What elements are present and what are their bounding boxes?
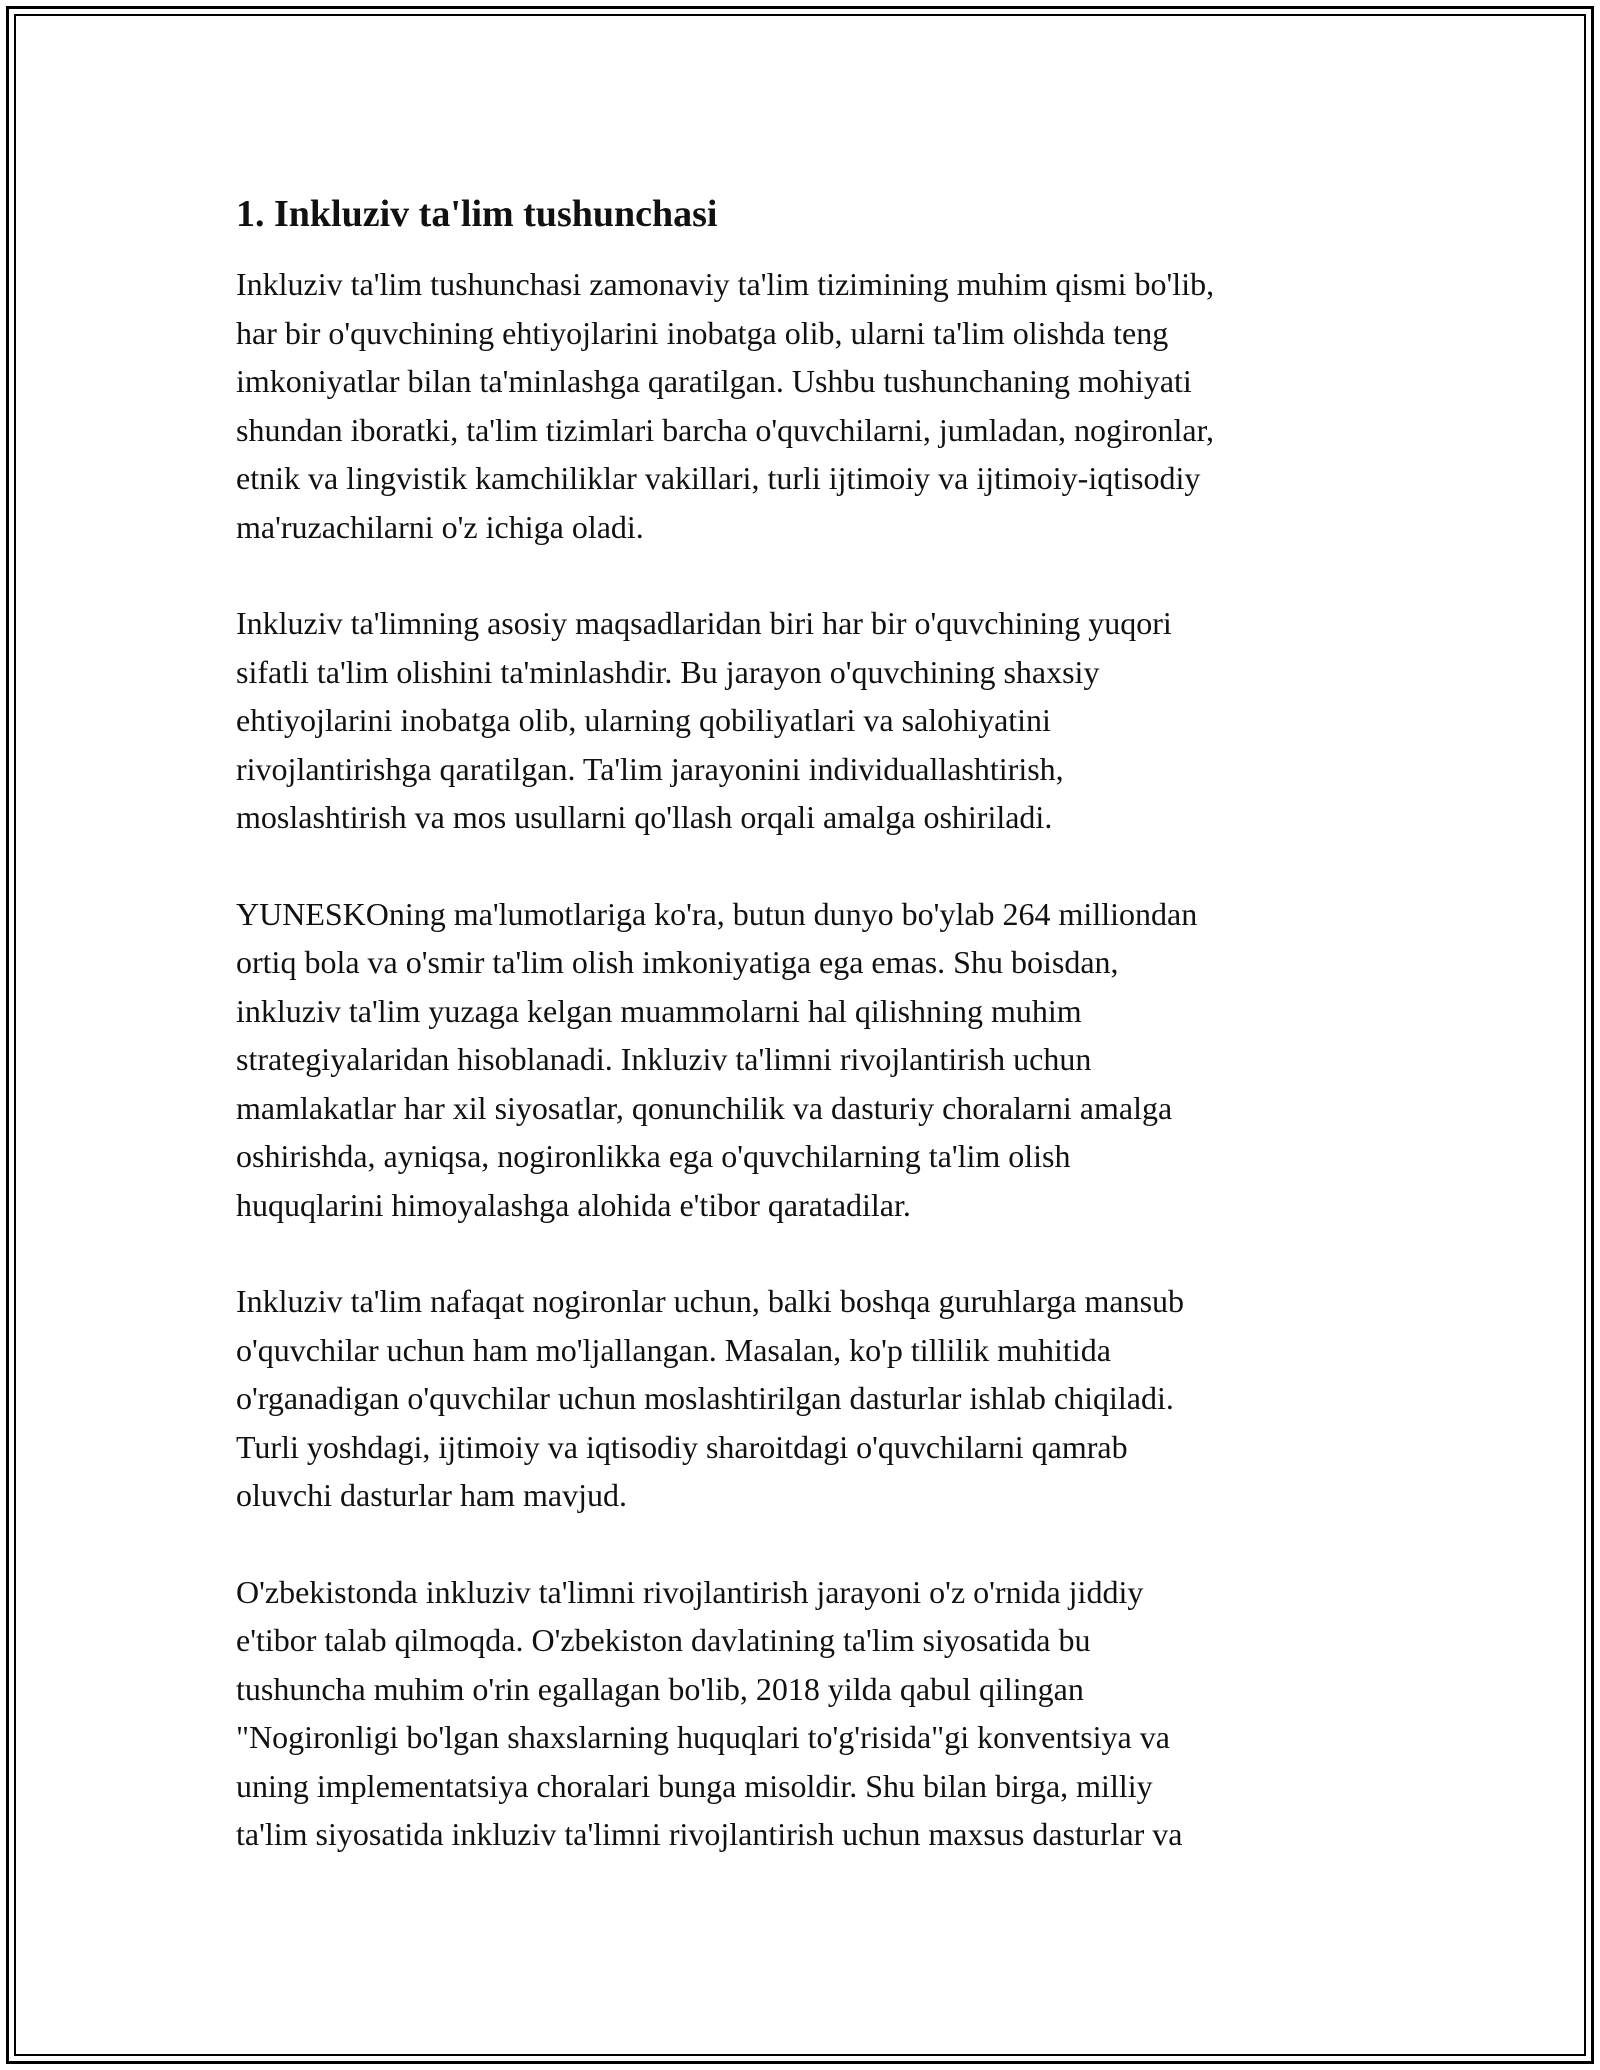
text-line: Inkluziv ta'lim nafaqat nogironlar uchun, balki boshqa guruhlarga mansub bbox=[236, 1283, 1185, 1319]
text-line: sifatli ta'lim olishini ta'minlashdir. Bu jarayon o'quvchining shaxsiy bbox=[236, 653, 1100, 690]
text-line: tushuncha muhim o'rin egallagan bo'lib, 2018 yilda qabul qilingan bbox=[236, 1670, 1084, 1707]
text-line: ta'lim siyosatida inkluziv ta'limni rivojlantirish uchun maxsus dasturlar va bbox=[236, 1816, 1183, 1852]
text-line: etnik va lingvistik kamchiliklar vakillari, turli ijtimoiy va ijtimoiy-iqtisodiy bbox=[236, 460, 1201, 496]
document-body bbox=[236, 190, 1366, 1907]
section-heading: 1. Inkluziv ta'lim tushunchasi bbox=[236, 193, 718, 235]
text-line: Turli yoshdagi, ijtimoiy va iqtisodiy sharoitdagi o'quvchilarni qamrab bbox=[236, 1428, 1128, 1465]
text-line: ma'ruzachilarni o'z ichiga oladi. bbox=[236, 508, 644, 545]
paragraph-1 bbox=[236, 260, 1366, 551]
text-line: har bir o'quvchining ehtiyojlarini inobatga olib, ularni ta'lim olishda teng bbox=[236, 314, 1169, 351]
paragraph-3 bbox=[236, 890, 1366, 1230]
text-line: Inkluziv ta'limning asosiy maqsadlaridan biri har bir o'quvchining yuqori bbox=[236, 605, 1172, 641]
text-line: imkoniyatlar bilan ta'minlashga qaratilgan. Ushbu tushunchaning mohiyati bbox=[236, 363, 1192, 399]
text-line: strategiyalaridan hisoblanadi. Inkluziv ta'limni rivojlantirish uchun bbox=[236, 1041, 1092, 1077]
text-line: ortiq bola va o'smir ta'lim olish imkoniyatiga ega emas. Shu boisdan, bbox=[236, 944, 1119, 980]
text-line: YUNESKOning ma'lumotlariga ko'ra, butun dunyo bo'ylab 264 milliondan bbox=[236, 895, 1198, 932]
text-line: "Nogironligi bo'lgan shaxslarning huquqlari to'g'risida"gi konventsiya va bbox=[236, 1719, 1170, 1755]
text-line: huquqlarini himoyalashga alohida e'tibor qaratadilar. bbox=[236, 1186, 911, 1223]
text-line: rivojlantirishga qaratilgan. Ta'lim jarayonini individuallashtirish, bbox=[236, 750, 1064, 787]
text-line: mamlakatlar har xil siyosatlar, qonunchilik va dasturiy choralarni amalga bbox=[236, 1089, 1173, 1126]
paragraph-4 bbox=[236, 1277, 1366, 1520]
text-line: Inkluziv ta'lim tushunchasi zamonaviy ta'lim tizimining muhim qismi bo'lib, bbox=[236, 266, 1215, 302]
paragraph-2 bbox=[236, 599, 1366, 842]
text-line: uning implementatsiya choralari bunga misoldir. Shu bilan birga, milliy bbox=[236, 1767, 1153, 1804]
text-line: oluvchi dasturlar ham mavjud. bbox=[236, 1477, 628, 1513]
text-line: e'tibor talab qilmoqda. O'zbekiston davlatining ta'lim siyosatida bu bbox=[236, 1622, 1091, 1658]
text-line: shundan iboratki, ta'lim tizimlari barcha o'quvchilarni, jumladan, nogironlar, bbox=[236, 411, 1214, 448]
text-line: inkluziv ta'lim yuzaga kelgan muammolarni hal qilishning muhim bbox=[236, 992, 1082, 1029]
paragraph-5 bbox=[236, 1568, 1366, 1859]
text-line: moslashtirish va mos usullarni qo'llash orqali amalga oshiriladi. bbox=[236, 799, 1053, 835]
text-line: ehtiyojlarini inobatga olib, ularning qobiliyatlari va salohiyatini bbox=[236, 702, 1051, 738]
text-line: o'rganadigan o'quvchilar uchun moslashtirilgan dasturlar ishlab chiqiladi. bbox=[236, 1380, 1174, 1416]
text-line: oshirishda, ayniqsa, nogironlikka ega o'quvchilarning ta'lim olish bbox=[236, 1138, 1071, 1174]
text-line: O'zbekistonda inkluziv ta'limni rivojlantirish jarayoni o'z o'rnida jiddiy bbox=[236, 1573, 1144, 1610]
text-line: o'quvchilar uchun ham mo'ljallangan. Masalan, ko'p tillilik muhitida bbox=[236, 1331, 1111, 1368]
